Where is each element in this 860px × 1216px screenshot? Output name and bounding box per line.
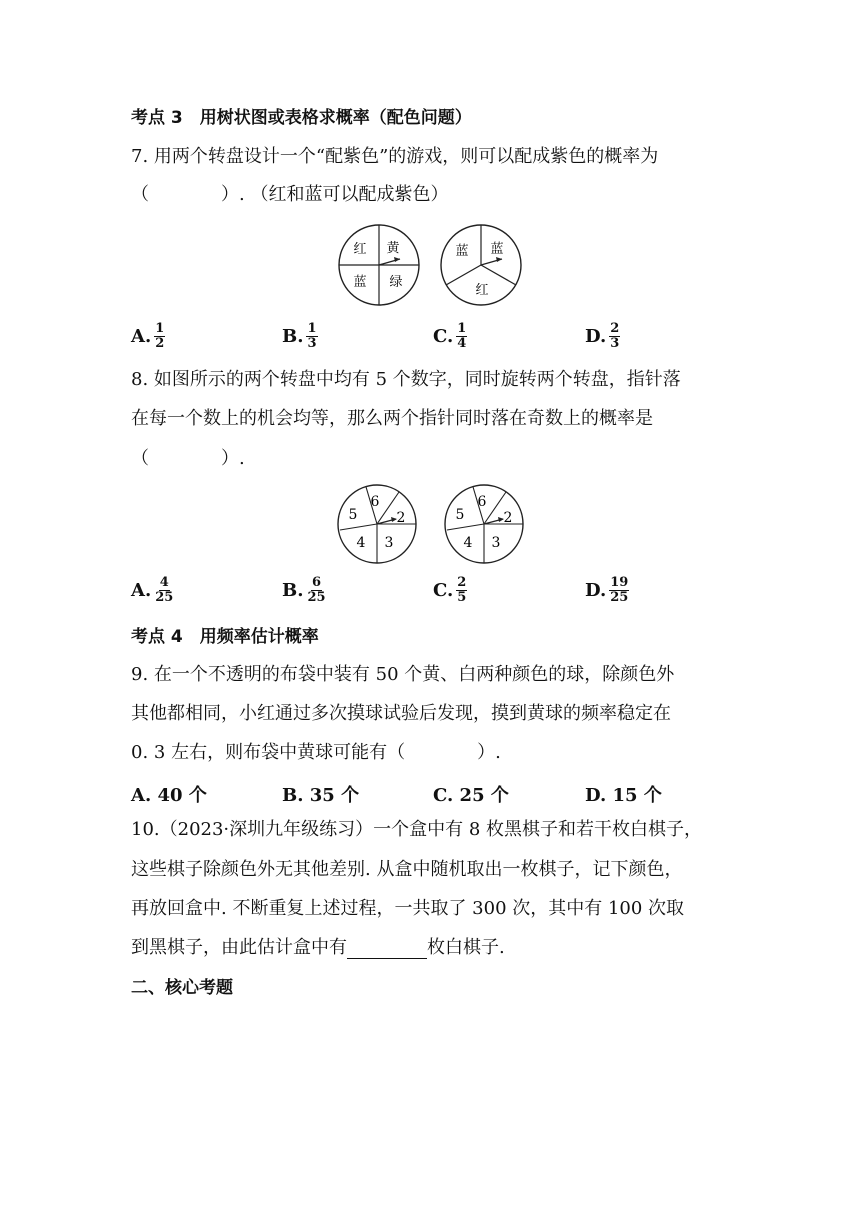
answer-blank[interactable] (347, 940, 427, 959)
section-two-heading: 二、核心考题 (131, 978, 233, 998)
q7-option-b[interactable]: B. $\frac{1}{3}$ (282, 321, 317, 351)
q9-text-line-2: 其他都相同，小红通过多次摸球试验后发现，摸到黄球的频率稳定在 (131, 703, 671, 724)
q8-option-a[interactable]: A. $\frac{4}{25}$ (131, 575, 174, 605)
q10-text-line-3: 再放回盒中. 不断重复上述过程，一共取了 300 次，其中有 100 次取 (131, 898, 685, 919)
q7-spinner-right (436, 224, 526, 306)
q9-option-a[interactable]: A. 40 个 (131, 785, 207, 806)
section-3-heading: 考点 3 用树状图或表格求概率（配色问题） (131, 108, 472, 128)
q10-text-line-1: 10.（2023·深圳九年级练习）一个盒中有 8 枚黑棋子和若干枚白棋子， (131, 819, 703, 840)
q8-text-line-1: 8. 如图所示的两个转盘中均有 5 个数字，同时旋转两个转盘，指针落 (131, 369, 681, 390)
spinner-number-3: 3 (384, 535, 394, 551)
q7-text-line-1: 7. 用两个转盘设计一个“配紫色”的游戏，则可以配成紫色的概率为 (131, 146, 659, 167)
q10-text-line-2: 这些棋子除颜色外无其他差别. 从盒中随机取出一枚棋子，记下颜色， (131, 859, 683, 880)
q8-spinner-left (336, 483, 418, 565)
section-4-heading: 考点 4 用频率估计概率 (131, 627, 319, 647)
q7-text-line-2: （ ）. （红和蓝可以配成紫色） (131, 184, 449, 205)
q7-spinner-left (334, 224, 424, 306)
q8-option-d[interactable]: D. $\frac{19}{25}$ (585, 575, 629, 605)
q10-text-before-blank: 到黑棋子，由此估计盒中有 (131, 937, 347, 958)
spinner-left-label-2: 黄 (386, 241, 400, 256)
q8-spinner-right (443, 483, 525, 565)
spinner-number-5: 5 (455, 507, 465, 523)
spinner-left-label-4: 绿 (389, 275, 403, 290)
spinner-right-label-1: 蓝 (455, 244, 469, 259)
q10-text-after-blank: 枚白棋子. (427, 937, 505, 958)
q9-option-b[interactable]: B. 35 个 (282, 785, 360, 806)
spinner-number-5: 5 (348, 507, 358, 523)
q8-text-line-3: （ ）. (131, 448, 245, 469)
spinner-left-label-3: 蓝 (353, 275, 367, 290)
spinner-number-3: 3 (491, 535, 501, 551)
q8-text-line-2: 在每一个数上的机会均等，那么两个指针同时落在奇数上的概率是 (131, 408, 653, 429)
spinner-right-label-3: 红 (475, 283, 489, 298)
spinner-left-label-1: 红 (353, 242, 367, 257)
spinner-number-4: 4 (463, 535, 473, 551)
q9-option-d[interactable]: D. 15 个 (585, 785, 662, 806)
spinner-number-6: 6 (370, 494, 380, 510)
spinner-number-2: 2 (503, 510, 513, 526)
spinner-number-6: 6 (477, 494, 487, 510)
q9-text-line-3: 0. 3 左右，则布袋中黄球可能有（ ）. (131, 742, 501, 763)
q9-text-line-1: 9. 在一个不透明的布袋中装有 50 个黄、白两种颜色的球，除颜色外 (131, 664, 675, 685)
spinner-right-label-2: 蓝 (490, 242, 504, 257)
q7-option-d[interactable]: D. $\frac{2}{3}$ (585, 321, 620, 351)
q9-option-c[interactable]: C. 25 个 (433, 785, 509, 806)
q8-option-b[interactable]: B. $\frac{6}{25}$ (282, 575, 326, 605)
q7-option-c[interactable]: C. $\frac{1}{4}$ (433, 321, 467, 351)
spinner-number-4: 4 (356, 535, 366, 551)
q7-option-a[interactable]: A. $\frac{1}{2}$ (131, 321, 165, 351)
q10-text-line-4 (131, 937, 505, 959)
q8-option-c[interactable]: C. $\frac{2}{5}$ (433, 575, 467, 605)
spinner-number-2: 2 (396, 510, 406, 526)
